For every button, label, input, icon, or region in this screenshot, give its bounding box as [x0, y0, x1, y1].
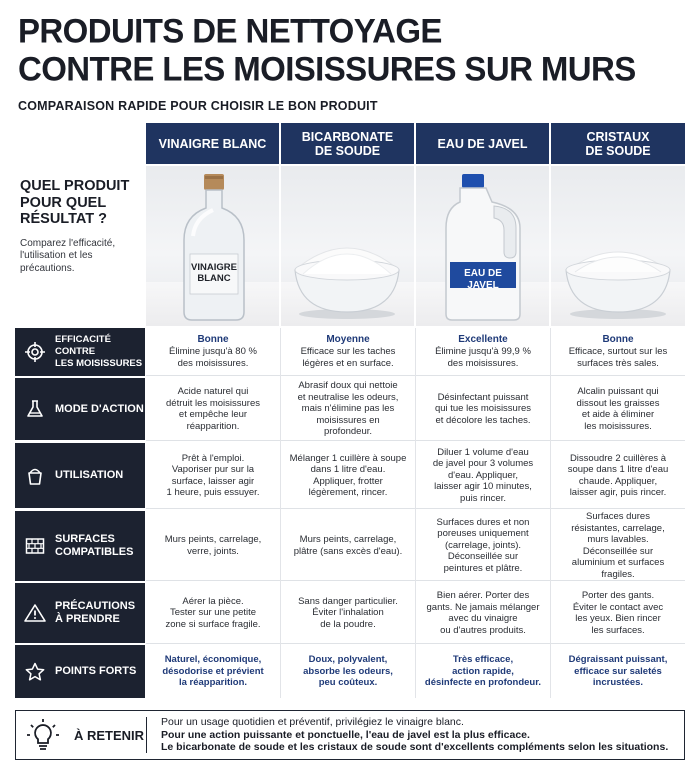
page-title [18, 12, 688, 88]
row-label-precautions: PRÉCAUTIONS À PRENDRE [15, 583, 145, 643]
row-label-surfaces: SURFACES COMPATIBLES [15, 511, 145, 581]
title-line-2: CONTRE LES MOISISSURES SUR MURS [18, 48, 636, 88]
product-image-vinaigre [146, 166, 279, 326]
cell-points-javel: Très efficace, action rapide, désinfecte en profondeur. [424, 654, 542, 689]
bottle-label: VINAIGRE BLANC [191, 262, 237, 284]
row-label-efficacite: EFFICACITÉ CONTRE LES MOISISSURES [15, 328, 145, 376]
star-icon [24, 661, 46, 683]
cell-precautions-bicarbonate: Sans danger particulier. Éviter l'inhalation de la poudre. [281, 583, 415, 644]
cell-efficacite-javel: Excellente Élimine jusqu'à 99,9 % des moisissures. [416, 328, 550, 376]
row-label-utilisation: UTILISATION [15, 443, 145, 508]
cell-utilisation-vinaigre: Prêt à l'emploi. Vaporiser pur sur la surface, laisser agir 1 heure, puis essuyer. [146, 443, 280, 509]
cell-utilisation-bicarbonate: Mélanger 1 cuillère à soupe dans 1 litre d'eau. Appliquer, frotter légèrement, rincer. [281, 443, 415, 509]
column-header-javel: EAU DE JAVEL [416, 123, 549, 164]
cell-points-cristaux: Dégraissant puissant, efficace sur saletés incrustées. [568, 654, 668, 689]
crystal-bowl-icon [551, 166, 685, 326]
cell-surfaces-vinaigre: Murs peints, carrelage, verre, joints. [146, 511, 280, 581]
column-header-bicarbonate: BICARBONATE DE SOUDE [281, 123, 414, 164]
cell-efficacite-cristaux: Bonne Efficace, surtout sur les surfaces très sales. [551, 328, 685, 376]
cell-surfaces-cristaux: Surfaces dures résistantes, carrelage, murs lavables. Déconseillée sur aluminium et surfaces fragiles. [551, 511, 685, 581]
cell-utilisation-javel: Diluer 1 volume d'eau de javel pour 3 volumes d'eau. Appliquer, laisser agir 10 minutes, puis rincer. [416, 443, 550, 509]
cell-points-vinaigre: Naturel, économique, désodorise et prévient la réapparition. [162, 654, 264, 689]
comparison-table [15, 123, 685, 698]
glass-bottle-icon [146, 166, 279, 326]
row-label-mode-action: MODE D'ACTION [15, 378, 145, 440]
cell-efficacite-bicarbonate: Moyenne Efficace sur les taches légères et en surface. [281, 328, 415, 376]
cell-utilisation-cristaux: Dissoudre 2 cuillères à soupe dans 1 litre d'eau chaude. Appliquer, laisser agir, puis rincer. [551, 443, 685, 509]
product-image-cristaux [551, 166, 685, 326]
lightbulb-icon [25, 717, 61, 753]
column-header-cristaux: CRISTAUX DE SOUDE [551, 123, 685, 164]
cell-action-javel: Désinfectant puissant qui tue les moisissures et décolore les taches. [416, 378, 550, 441]
cell-points-bicarbonate: Doux, polyvalent, absorbe les odeurs, peu coûteux. [303, 654, 393, 689]
cell-action-vinaigre: Acide naturel qui détruit les moisissures et empêche leur réapparition. [146, 378, 280, 441]
cell-action-cristaux: Alcalin puissant qui dissout les graisses et aide à éliminer les moisissures. [551, 378, 685, 441]
flask-icon [24, 398, 46, 420]
intro-block [20, 178, 145, 275]
bleach-jug-icon [416, 166, 549, 326]
cell-surfaces-bicarbonate: Murs peints, carrelage, plâtre (sans excès d'eau). [281, 511, 415, 581]
product-image-bicarbonate [281, 166, 414, 326]
target-icon [24, 341, 46, 363]
cell-precautions-javel: Bien aérer. Porter des gants. Ne jamais mélanger avec du vinaigre ou d'autres produits. [416, 583, 550, 644]
cell-precautions-cristaux: Porter des gants. Éviter le contact avec les yeux. Bien rincer les surfaces. [551, 583, 685, 644]
bucket-icon [24, 465, 46, 487]
key-takeaway-box [15, 710, 685, 760]
column-header-vinaigre: VINAIGRE BLANC [146, 123, 279, 164]
takeaway-label: À RETENIR [74, 727, 145, 743]
jug-label: EAU DE JAVEL [464, 268, 502, 291]
intro-description: Comparez l'efficacité, l'utilisation et les précautions. [20, 237, 116, 274]
cell-surfaces-javel: Surfaces dures et non poreuses uniquement (carrelage, joints). Déconseillée sur peintures et plâtre. [416, 511, 550, 581]
cell-precautions-vinaigre: Aérer la pièce. Tester sur une petite zone si surface fragile. [146, 583, 280, 644]
warning-icon [24, 602, 46, 624]
intro-question: QUEL PRODUIT POUR QUEL RÉSULTAT ? [20, 178, 130, 227]
cell-efficacite-vinaigre: Bonne Élimine jusqu'à 80 % des moisissures. [146, 328, 280, 376]
takeaway-text: Pour un usage quotidien et préventif, privilégiez le vinaigre blanc. Pour une action puissante et ponctuelle, l'eau de javel est la plus efficace. Le bicarbonate de soude et les cristaux de soude sont d'excellents compléments selon les situations. [161, 716, 669, 754]
product-image-javel [416, 166, 549, 326]
title-line-1: PRODUITS DE NETTOYAGE [18, 11, 442, 50]
bricks-icon [24, 535, 46, 557]
row-label-points-forts: POINTS FORTS [15, 645, 145, 698]
page-subtitle: COMPARAISON RAPIDE POUR CHOISIR LE BON PRODUIT [18, 99, 378, 113]
powder-bowl-icon [281, 166, 414, 326]
cell-action-bicarbonate: Abrasif doux qui nettoie et neutralise les odeurs, mais n'élimine pas les moisissures en profondeur. [281, 378, 415, 441]
